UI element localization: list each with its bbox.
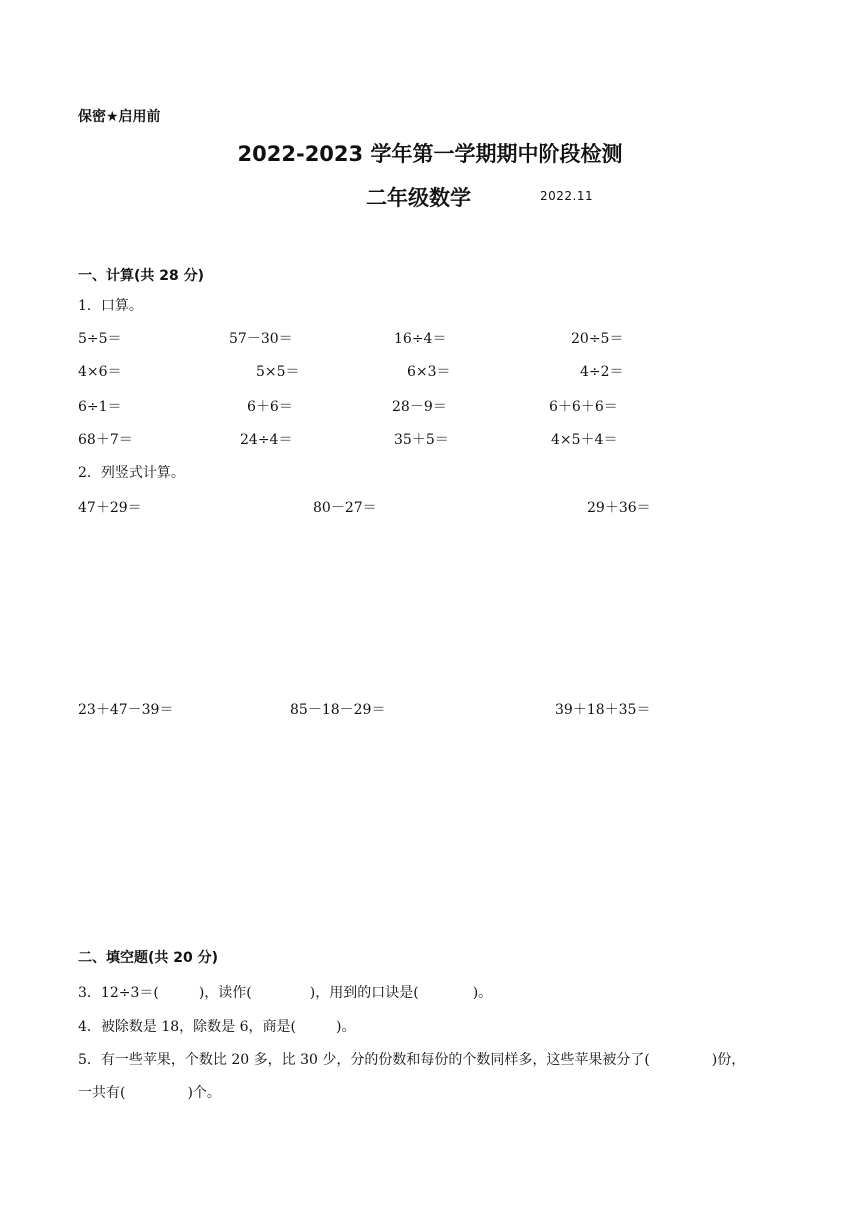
- confidential-label: 保密★启用前: [78, 109, 161, 125]
- question-3: [78, 982, 492, 1002]
- question-3-part: )。: [472, 985, 493, 1001]
- oral-problem: 4×5＋4＝: [551, 432, 618, 448]
- question-5-part: )个。: [187, 1085, 221, 1101]
- oral-problem: 6＋6＋6＝: [549, 399, 618, 415]
- vertical-problem: 85－18－29＝: [290, 702, 386, 718]
- question-3-part: 3．12÷3＝(: [78, 985, 159, 1001]
- question-4-part: 4．被除数是 18，除数是 6，商是(: [78, 1019, 296, 1035]
- oral-problem: 20÷5＝: [571, 331, 624, 347]
- question-5-line-1: [78, 1049, 745, 1069]
- oral-problem: 5÷5＝: [78, 331, 122, 347]
- question-5-part: )份，: [711, 1052, 746, 1068]
- question-2-label: 2．列竖式计算。: [78, 465, 185, 481]
- oral-problem: 16÷4＝: [394, 331, 447, 347]
- question-3-part: )，读作(: [198, 985, 252, 1001]
- exam-date: 2022.11: [540, 189, 594, 203]
- oral-problem: 68＋7＝: [78, 432, 133, 448]
- exam-subtitle: 二年级数学: [366, 186, 471, 210]
- oral-problem: 6＋6＝: [247, 399, 293, 415]
- vertical-problem: 29＋36＝: [587, 500, 651, 516]
- question-3-part: )，用到的口诀是(: [309, 985, 419, 1001]
- oral-problem: 4÷2＝: [580, 364, 624, 380]
- vertical-problem: 47＋29＝: [78, 500, 142, 516]
- oral-problem: 28－9＝: [392, 399, 447, 415]
- oral-problem: 4×6＝: [78, 364, 122, 380]
- exam-title: 2022-2023 学年第一学期期中阶段检测: [237, 142, 623, 166]
- oral-problem: 57－30＝: [229, 331, 293, 347]
- oral-problem: 35＋5＝: [394, 432, 449, 448]
- section-1-heading: 一、计算(共 28 分): [78, 268, 205, 284]
- vertical-problem: 80－27＝: [313, 500, 377, 516]
- question-5-part: 一共有(: [78, 1085, 126, 1101]
- vertical-problem: 39＋18＋35＝: [555, 702, 651, 718]
- vertical-problem: 23＋47－39＝: [78, 702, 174, 718]
- section-2-heading: 二、填空题(共 20 分): [78, 950, 219, 966]
- oral-problem: 5×5＝: [256, 364, 300, 380]
- oral-problem: 6÷1＝: [78, 399, 122, 415]
- question-1-label: 1．口算。: [78, 298, 143, 314]
- question-5-line-2: [78, 1082, 221, 1102]
- question-4: [78, 1016, 355, 1036]
- question-5-part: 5．有一些苹果，个数比 20 多，比 30 少，分的份数和每份的个数同样多，这些苹果被分了(: [78, 1052, 650, 1068]
- question-4-part: )。: [336, 1019, 356, 1035]
- oral-problem: 24÷4＝: [240, 432, 293, 448]
- oral-problem: 6×3＝: [407, 364, 451, 380]
